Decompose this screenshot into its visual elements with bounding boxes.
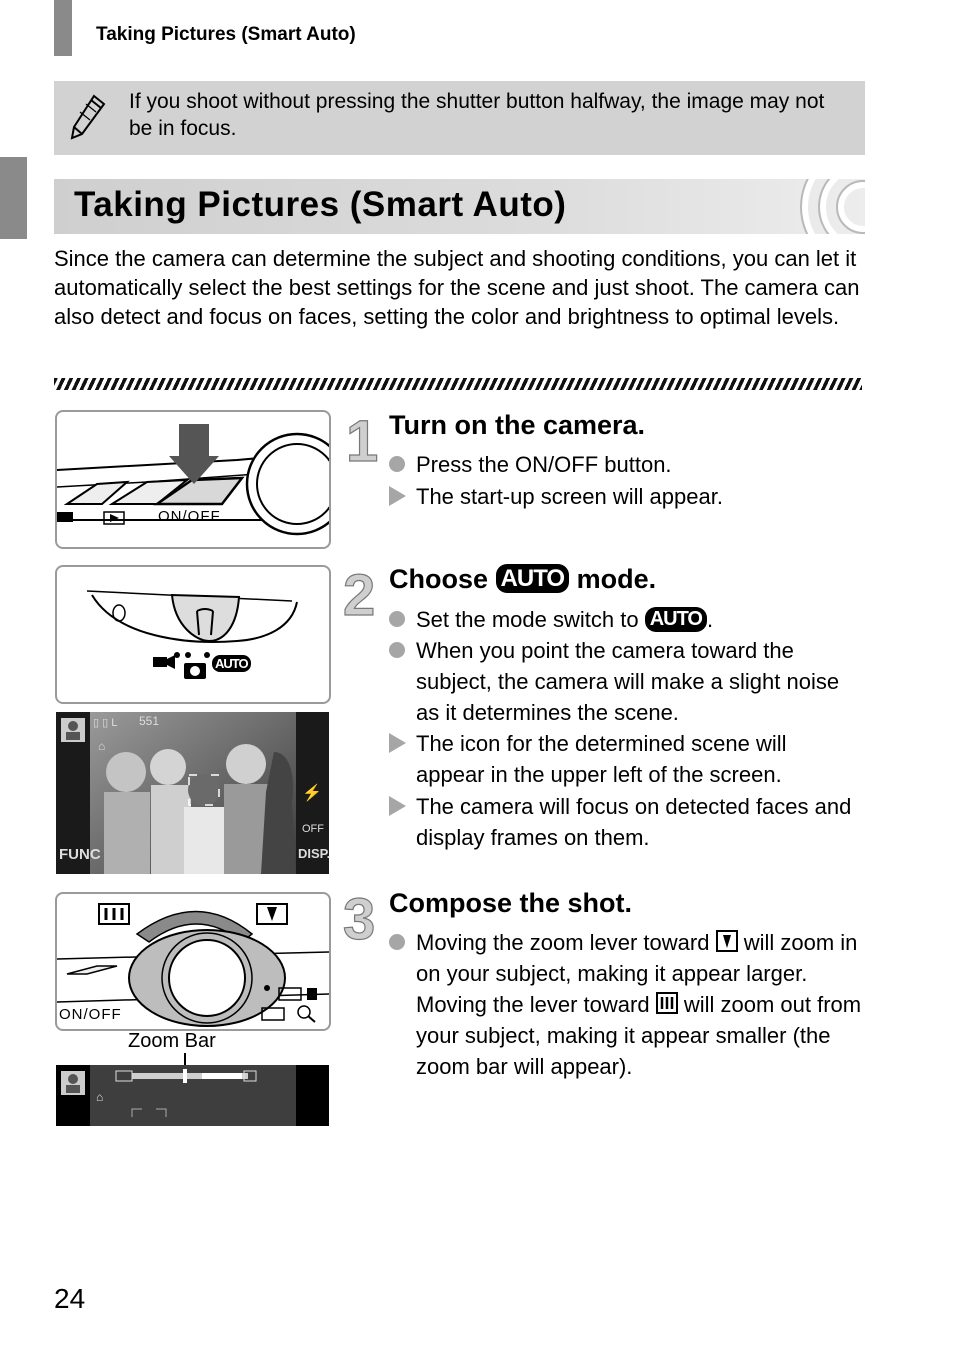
step-3-title: Compose the shot. <box>389 888 633 918</box>
svg-text:⌂: ⌂ <box>98 739 106 753</box>
zoom-bar-label: Zoom Bar <box>128 1030 216 1052</box>
step-2-title: Choose AUTO mode. <box>389 564 657 594</box>
step-1-title: Turn on the camera. <box>389 410 646 440</box>
step-3-number: 3 <box>343 887 376 952</box>
circle-bullet-icon <box>389 934 405 950</box>
auto-mode-icon: AUTO <box>212 655 251 672</box>
hatched-divider <box>54 378 862 390</box>
running-header-title: Taking Pictures (Smart Auto) <box>96 24 356 45</box>
lcd-func-label: FUNC <box>59 846 101 863</box>
mode-switch-illustration <box>55 565 331 704</box>
running-header-bar <box>54 0 72 56</box>
chapter-side-tab <box>0 157 27 239</box>
auto-mode-icon: AUTO <box>645 607 707 632</box>
triangle-bullet-icon <box>389 796 406 816</box>
page-number: 24 <box>54 1283 86 1314</box>
circle-bullet-icon <box>389 611 405 627</box>
circle-bullet-icon <box>389 642 405 658</box>
svg-text:▯ ▯ L: ▯ ▯ L <box>93 717 118 729</box>
svg-text:⚡: ⚡ <box>302 785 322 802</box>
auto-mode-icon: AUTO <box>496 564 570 593</box>
wide-angle-icon <box>656 992 678 1014</box>
triangle-bullet-icon <box>389 733 406 753</box>
section-title: Taking Pictures (Smart Auto) <box>74 185 567 224</box>
note-text: If you shoot without pressing the shutter button halfway, the image may not be in focus. <box>129 90 825 140</box>
decorative-rings <box>745 179 865 234</box>
lcd-zoom-bar-photo <box>56 1065 329 1126</box>
telephoto-icon <box>716 930 738 952</box>
camera-power-button-illustration <box>55 410 331 549</box>
power-button-label: ON/OFF <box>158 508 221 525</box>
lcd-disp-label: DISP. <box>298 846 331 861</box>
svg-text:⌂: ⌂ <box>96 1090 104 1104</box>
triangle-bullet-icon <box>389 486 406 506</box>
zoom-power-button-label: ON/OFF <box>59 1006 122 1023</box>
intro-paragraph: Since the camera can determine the subject and shooting conditions, you can let it automatically select the best settings for the scene and just shoot. The camera can also detect and focus on faces, setting the color and brightness to optimal levels. <box>54 246 860 329</box>
pencil-icon <box>66 90 110 142</box>
lcd-count: 551 <box>139 714 160 728</box>
step-2-number: 2 <box>343 563 376 628</box>
circle-bullet-icon <box>389 456 405 472</box>
svg-text:OFF: OFF <box>302 823 324 835</box>
step-1-number: 1 <box>346 409 379 474</box>
